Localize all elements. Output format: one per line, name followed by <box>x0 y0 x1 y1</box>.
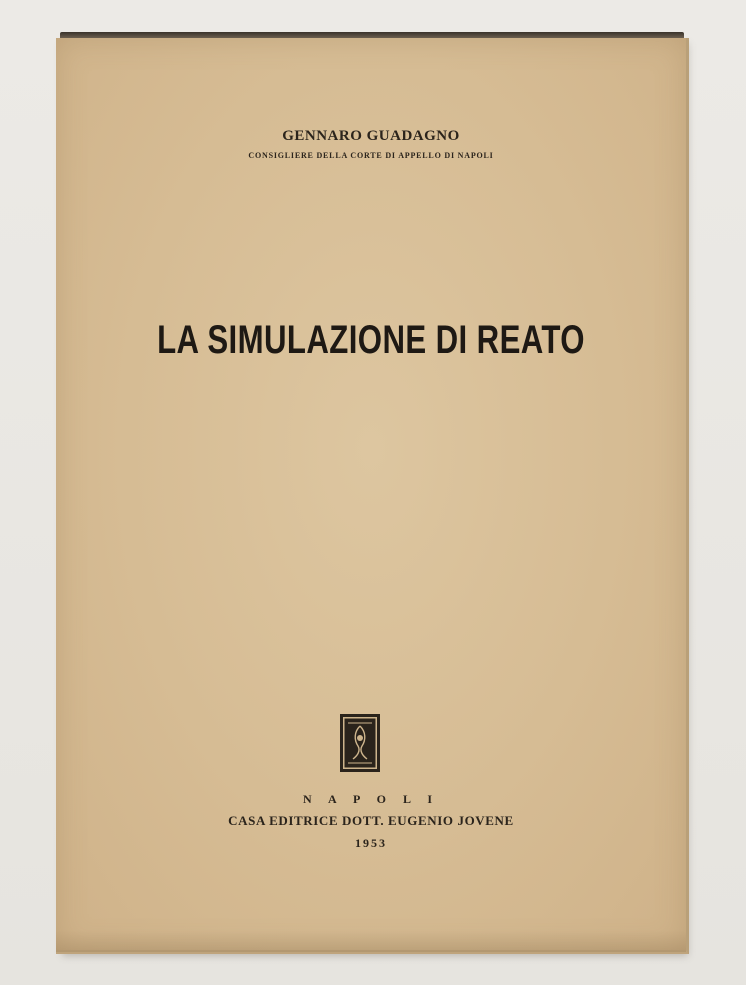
author-role: CONSIGLIERE DELLA CORTE DI APPELLO DI NAPOLI <box>248 151 494 160</box>
author-name: GENNARO GUADAGNO <box>282 128 460 144</box>
book-title: LA SIMULAZIONE DI REATO <box>157 318 585 362</box>
publication-year: 1953 <box>355 836 387 850</box>
publisher-city: N A P O L I <box>302 792 440 806</box>
publisher-emblem-icon <box>340 714 380 772</box>
publisher-name: CASA EDITRICE DOTT. EUGENIO JOVENE <box>228 813 514 828</box>
cover-bottom-fold <box>56 930 686 952</box>
